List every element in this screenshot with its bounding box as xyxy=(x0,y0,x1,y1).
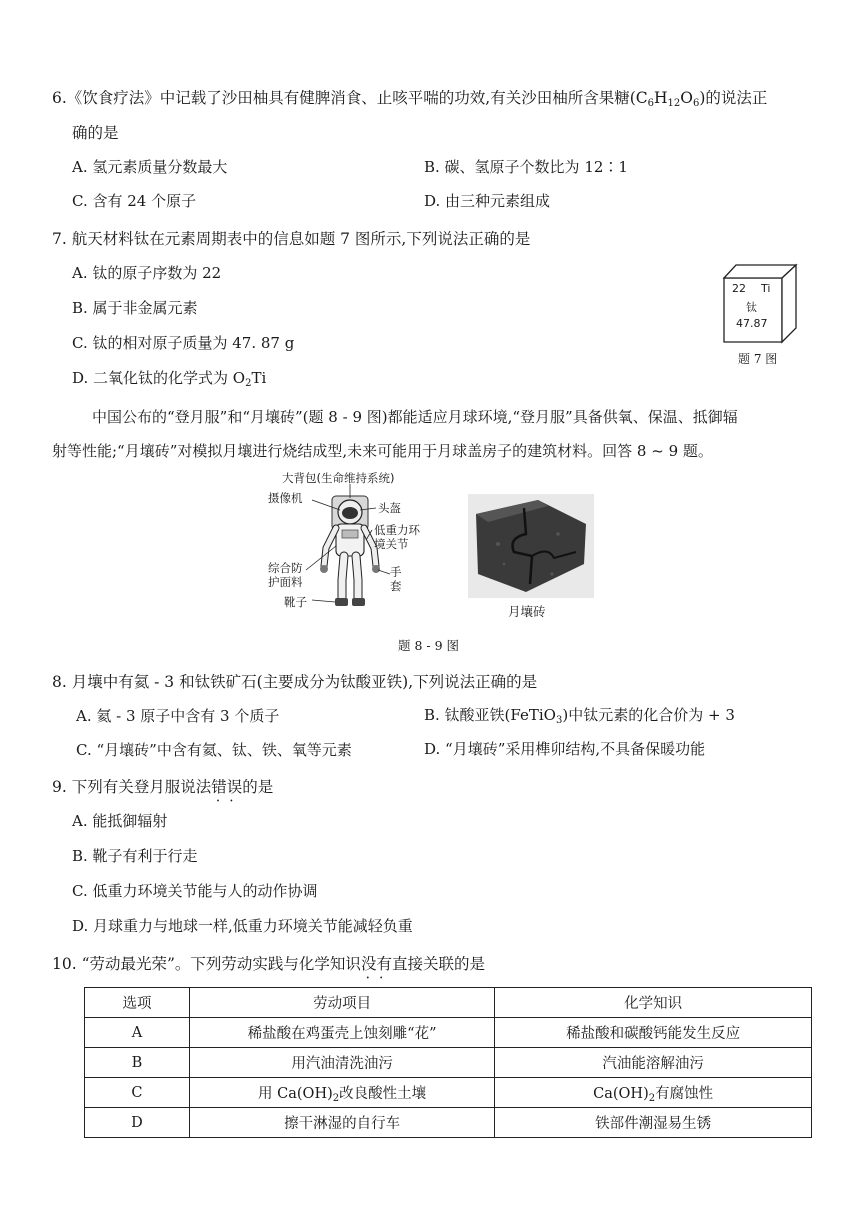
q6-option-c: C. 含有 24 个原子 xyxy=(72,192,197,210)
row-option: A xyxy=(85,1018,190,1048)
q6-option-b: B. 碳、氢原子个数比为 12∶1 xyxy=(424,158,628,176)
lunar-brick-image xyxy=(468,494,594,598)
element-number: 22 xyxy=(732,282,746,295)
q8-option-c: C. “月壤砖”中含有氦、钛、铁、氧等元素 xyxy=(76,741,352,759)
q7-stem: 7. 航天材料钛在元素周期表中的信息如题 7 图所示,下列说法正确的是 xyxy=(52,230,531,248)
row-labor: 擦干淋湿的自行车 xyxy=(189,1108,494,1138)
label-joint-2: 境关节 xyxy=(374,537,409,551)
row-option: B xyxy=(85,1048,190,1078)
q7-option-b: B. 属于非金属元素 xyxy=(72,299,198,317)
q6-stem-line2: 确的是 xyxy=(72,124,119,142)
q9-option-a: A. 能抵御辐射 xyxy=(72,812,168,830)
table-row xyxy=(85,1078,812,1108)
q10-emphasis: 没有 • • xyxy=(361,955,392,973)
label-backpack: 大背包(生命维持系统) xyxy=(282,471,395,485)
q10-table xyxy=(84,987,812,1138)
header-option: 选项 xyxy=(85,988,190,1018)
titanium-element-card xyxy=(722,262,800,346)
element-name: 钛 xyxy=(746,301,757,314)
row-chem: $Ca(OH)_2$有腐蚀性 xyxy=(495,1078,812,1108)
q10-stem: 10. “劳动最光荣”。下列劳动实践与化学知识没有 • •直接关联的是 xyxy=(52,952,485,974)
fig89-caption: 题 8 - 9 图 xyxy=(398,638,460,653)
row-labor: 用汽油清洗油污 xyxy=(189,1048,494,1078)
element-mass: 47.87 xyxy=(736,317,768,330)
q7-option-a: A. 钛的原子序数为 22 xyxy=(72,264,222,282)
q6-option-a: A. 氢元素质量分数最大 xyxy=(72,158,228,176)
q6-stem xyxy=(52,86,767,108)
table-header-row xyxy=(85,988,812,1018)
q9-stem: 9. 下列有关登月服说法错误 • •的是 xyxy=(52,775,273,797)
row-chem: 铁部件潮湿易生锈 xyxy=(495,1108,812,1138)
row-labor: 用 $Ca(OH)_2$改良酸性土壤 xyxy=(189,1078,494,1108)
fig7-caption: 题 7 图 xyxy=(738,352,778,366)
label-fabric-2: 护面料 xyxy=(268,575,303,589)
table-row xyxy=(85,1048,812,1078)
q9-option-d: D. 月球重力与地球一样,低重力环境关节能减轻负重 xyxy=(72,917,413,935)
q9-option-c: C. 低重力环境关节能与人的动作协调 xyxy=(72,882,318,900)
q7-option-d: D. 二氧化钛的化学式为 $O_2Ti$ xyxy=(72,369,267,389)
q8-option-b: B. 钛酸亚铁(FeTiO$_3$)中钛元素的化合价为 + 3 xyxy=(424,706,735,726)
label-glove-2: 套 xyxy=(390,579,402,593)
row-labor: 稀盐酸在鸡蛋壳上蚀刻雕“花” xyxy=(189,1018,494,1048)
row-chem: 稀盐酸和碳酸钙能发生反应 xyxy=(495,1018,812,1048)
q9-option-b: B. 靴子有利于行走 xyxy=(72,847,198,865)
element-cube-outline xyxy=(722,262,800,346)
brick-label: 月壤砖 xyxy=(508,604,546,619)
label-fabric-1: 综合防 xyxy=(268,561,303,575)
label-glove-1: 手 xyxy=(390,565,402,579)
label-camera: 摄像机 xyxy=(268,491,303,505)
label-helmet: 头盔 xyxy=(378,501,401,515)
q8-option-d: D. “月壤砖”采用榫卯结构,不具备保暖功能 xyxy=(424,740,706,758)
q7-option-c: C. 钛的相对原子质量为 47. 87 g xyxy=(72,334,295,352)
spacesuit-figure xyxy=(252,470,452,615)
row-option: C xyxy=(85,1078,190,1108)
element-symbol: Ti xyxy=(761,282,771,295)
q8-option-a: A. 氦 - 3 原子中含有 3 个质子 xyxy=(76,707,280,725)
q6-formula: $C_6H_{12}O_6$ xyxy=(635,89,700,109)
label-joint-1: 低重力环 xyxy=(374,523,420,537)
q8-stem: 8. 月壤中有氦 - 3 和钛铁矿石(主要成分为钛酸亚铁),下列说法正确的是 xyxy=(52,673,538,691)
row-option: D xyxy=(85,1108,190,1138)
intro-line1: 中国公布的“登月服”和“月壤砖”(题 8 - 9 图)都能适应月球环境,“登月服”具备供氧、保温、抵御辐 xyxy=(92,408,738,426)
intro-line2: 射等性能;“月壤砖”对模拟月壤进行烧结成型,未来可能用于月球盖房子的建筑材料。回答 8 ~ 9 题。 xyxy=(52,442,713,460)
q6-option-d: D. 由三种元素组成 xyxy=(424,192,551,210)
row-chem: 汽油能溶解油污 xyxy=(495,1048,812,1078)
q9-emphasis: 错误 • • xyxy=(211,778,242,796)
header-chem: 化学知识 xyxy=(495,988,812,1018)
label-boots: 靴子 xyxy=(284,595,307,609)
header-labor: 劳动项目 xyxy=(189,988,494,1018)
lunar-brick-photo xyxy=(468,494,594,598)
q6-stem-b: )的说法正 xyxy=(699,89,768,107)
table-row xyxy=(85,1018,812,1048)
q6-stem-a: 6.《饮食疗法》中记载了沙田柚具有健脾消食、止咳平喘的功效,有关沙田柚所含果糖( xyxy=(52,89,636,107)
table-row xyxy=(85,1108,812,1138)
